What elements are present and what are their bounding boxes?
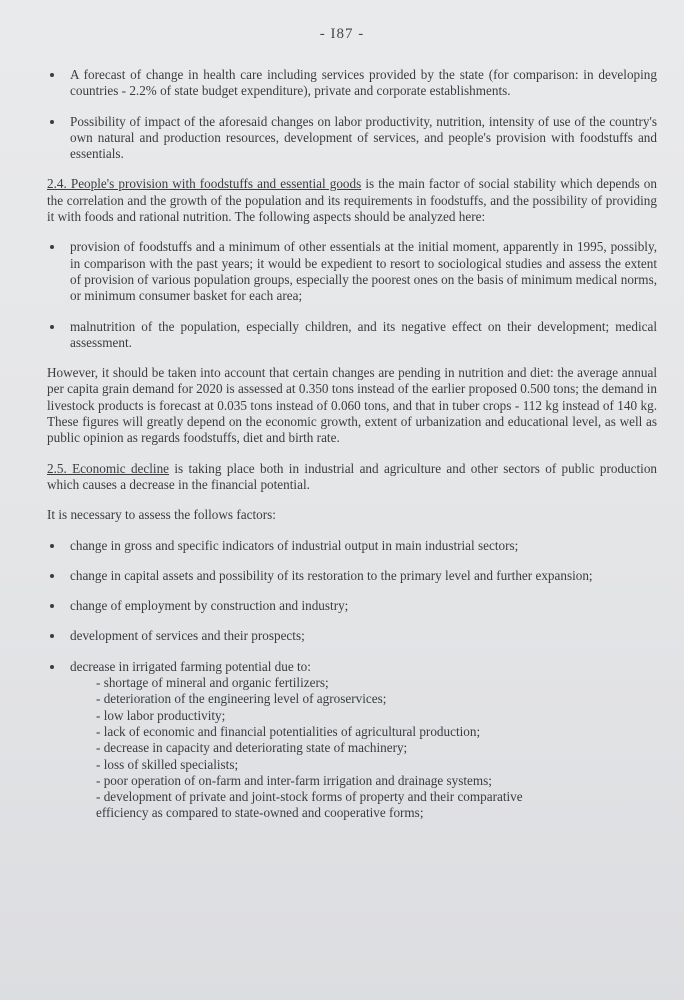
- list-item: - shortage of mineral and organic fertilizers;: [96, 675, 329, 691]
- bullet-text: malnutrition of the population, especially children, and its negative effect on their development; medical assessment.: [70, 318, 657, 350]
- bullet-text: change in gross and specific indicators of industrial output in main industrial sectors;: [70, 537, 519, 553]
- bullet-services: [47, 628, 657, 644]
- section-2-4-paragraph: [47, 176, 657, 225]
- irrigation-factors-list: [70, 675, 657, 822]
- bullet-dot-icon: [50, 325, 54, 329]
- page-number: - I87 -: [319, 26, 365, 42]
- section-2-5-text: is taking place both in industrial and agriculture and other sectors of public production which causes a decrease in the financial potential.: [47, 460, 658, 492]
- bullet-health-care-forecast: [47, 67, 657, 100]
- bullet-dot-icon: [50, 634, 54, 638]
- list-item: - decrease in capacity and deteriorating state of machinery;: [96, 740, 408, 756]
- bullet-malnutrition: [47, 319, 657, 352]
- bullet-dot-icon: [50, 120, 54, 124]
- bullet-text: Possibility of impact of the aforesaid changes on labor productivity, nutrition, intensity of use of the country's own natural and production resources, development of services, and people's provision with foodstuffs and essentials.: [70, 113, 657, 162]
- bullet-dot-icon: [50, 665, 54, 669]
- however-paragraph: However, it should be taken into account that certain changes are pending in nutrition and diet: the average annual per capita grain demand for 2020 is assessed at 0.350 tons instead of the earlier proposed 0.500 tons; the demand in livestock products is forecast at 0.035 tons instead of 0.060 tons, and that in tuber crops - 112 kg instead of 140 kg. These figures will greatly depend on the economic growth, extent of urbanization and educational level, as well as public opinion as regards foodstuffs, diet and birth rate.: [47, 365, 657, 446]
- bullet-impact-possibility: [47, 114, 657, 163]
- bullet-dot-icon: [50, 245, 54, 249]
- bullet-dot-icon: [50, 604, 54, 608]
- bullet-provision-foodstuffs: [47, 239, 657, 304]
- bullet-text: provision of foodstuffs and a minimum of other essentials at the initial moment, apparently in 1995, possibly, in comparison with the past years; it would be expedient to resort to sociological studies and assess the extent of provision of various population groups, especially the poorest ones on the basis of minimum medical norms, or minimum consumer basket for each area;: [70, 239, 657, 304]
- section-2-5-heading: 2.5. Economic decline: [47, 460, 170, 476]
- list-item: - development of private and joint-stock forms of property and their comparative: [96, 789, 523, 805]
- bullet-dot-icon: [50, 73, 54, 77]
- list-item: - loss of skilled specialists;: [96, 756, 239, 772]
- bullet-text: development of services and their prospects;: [70, 628, 305, 644]
- list-item: - deterioration of the engineering level of agroservices;: [96, 691, 387, 707]
- bullet-irrigation-decrease: [47, 659, 657, 822]
- list-item: efficiency as compared to state-owned and cooperative forms;: [96, 805, 424, 821]
- list-item: - lack of economic and financial potentialities of agricultural production;: [96, 723, 481, 739]
- bullet-text: change of employment by construction and industry;: [70, 598, 349, 614]
- page-body: [47, 67, 657, 836]
- bullet-text: change in capital assets and possibility of its restoration to the primary level and further expansion;: [70, 567, 593, 583]
- list-item: - low labor productivity;: [96, 707, 226, 723]
- section-2-5-paragraph: [47, 461, 657, 494]
- factors-intro: It is necessary to assess the follows factors:: [47, 507, 276, 523]
- bullet-dot-icon: [50, 544, 54, 548]
- bullet-employment: [47, 598, 657, 614]
- bullet-industrial-output: [47, 538, 657, 554]
- bullet-text: decrease in irrigated farming potential due to:: [70, 658, 311, 674]
- bullet-dot-icon: [50, 574, 54, 578]
- bullet-capital-assets: [47, 568, 657, 584]
- section-2-4-text: is the main factor of social stability which depends on the correlation and the growth of the population and its requirements in foodstuffs, and the possibility of providing it with foods and rational nutrition. The following aspects should be analyzed here:: [47, 176, 657, 225]
- list-item: - poor operation of on-farm and inter-farm irrigation and drainage systems;: [96, 772, 492, 788]
- section-2-4-heading: 2.4. People's provision with foodstuffs and essential goods: [47, 176, 362, 192]
- bullet-text: A forecast of change in health care including services provided by the state (for comparison: in developing countries - 2.2% of state budget expenditure), private and corporate establishments.: [70, 67, 657, 99]
